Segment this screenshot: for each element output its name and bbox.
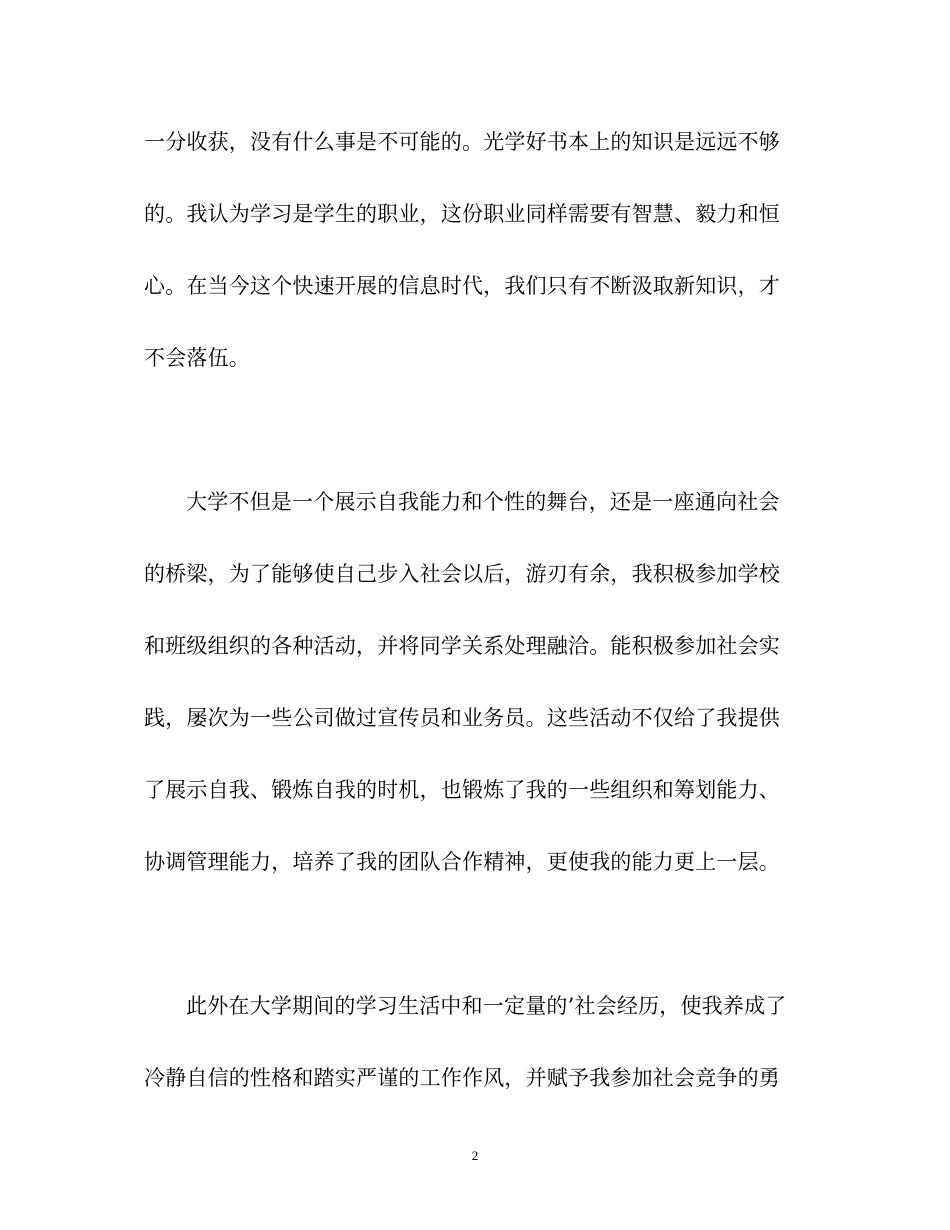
- paragraph-1-line-3: 心。在当今这个快速开展的信息时代，我们只有不断汲取新知识，才: [144, 274, 780, 298]
- paragraph-1-line-1: 一分收获，没有什么事是不可能的。光学好书本上的知识是远远不够: [144, 130, 780, 154]
- paragraph-3-line-1: 此外在大学期间的学习生活中和一定量的’社会经历，使我养成了: [186, 994, 787, 1018]
- paragraph-2-line-6: 协调管理能力，培养了我的团队合作精神，更使我的能力更上一层。: [144, 850, 780, 874]
- page-number: 2: [471, 1148, 479, 1163]
- paragraph-3-line-2: 冷静自信的性格和踏实严谨的工作作风，并赋予我参加社会竞争的勇: [144, 1066, 780, 1090]
- paragraph-2-line-1: 大学不但是一个展示自我能力和个性的舞台，还是一座通向社会: [186, 490, 780, 514]
- paragraph-2-line-4: 践，屡次为一些公司做过宣传员和业务员。这些活动不仅给了我提供: [144, 706, 780, 730]
- paragraph-1-line-2: 的。我认为学习是学生的职业，这份职业同样需要有智慧、毅力和恒: [144, 202, 780, 226]
- paragraph-2-line-5: 了展示自我、锻炼自我的时机，也锻炼了我的一些组织和筹划能力、: [144, 778, 780, 802]
- paragraph-1-line-4: 不会落伍。: [144, 346, 250, 370]
- paragraph-2-line-3: 和班级组织的各种活动，并将同学关系处理融洽。能积极参加社会实: [144, 634, 780, 658]
- paragraph-2-line-2: 的桥梁，为了能够使自己步入社会以后，游刃有余，我积极参加学校: [144, 562, 780, 586]
